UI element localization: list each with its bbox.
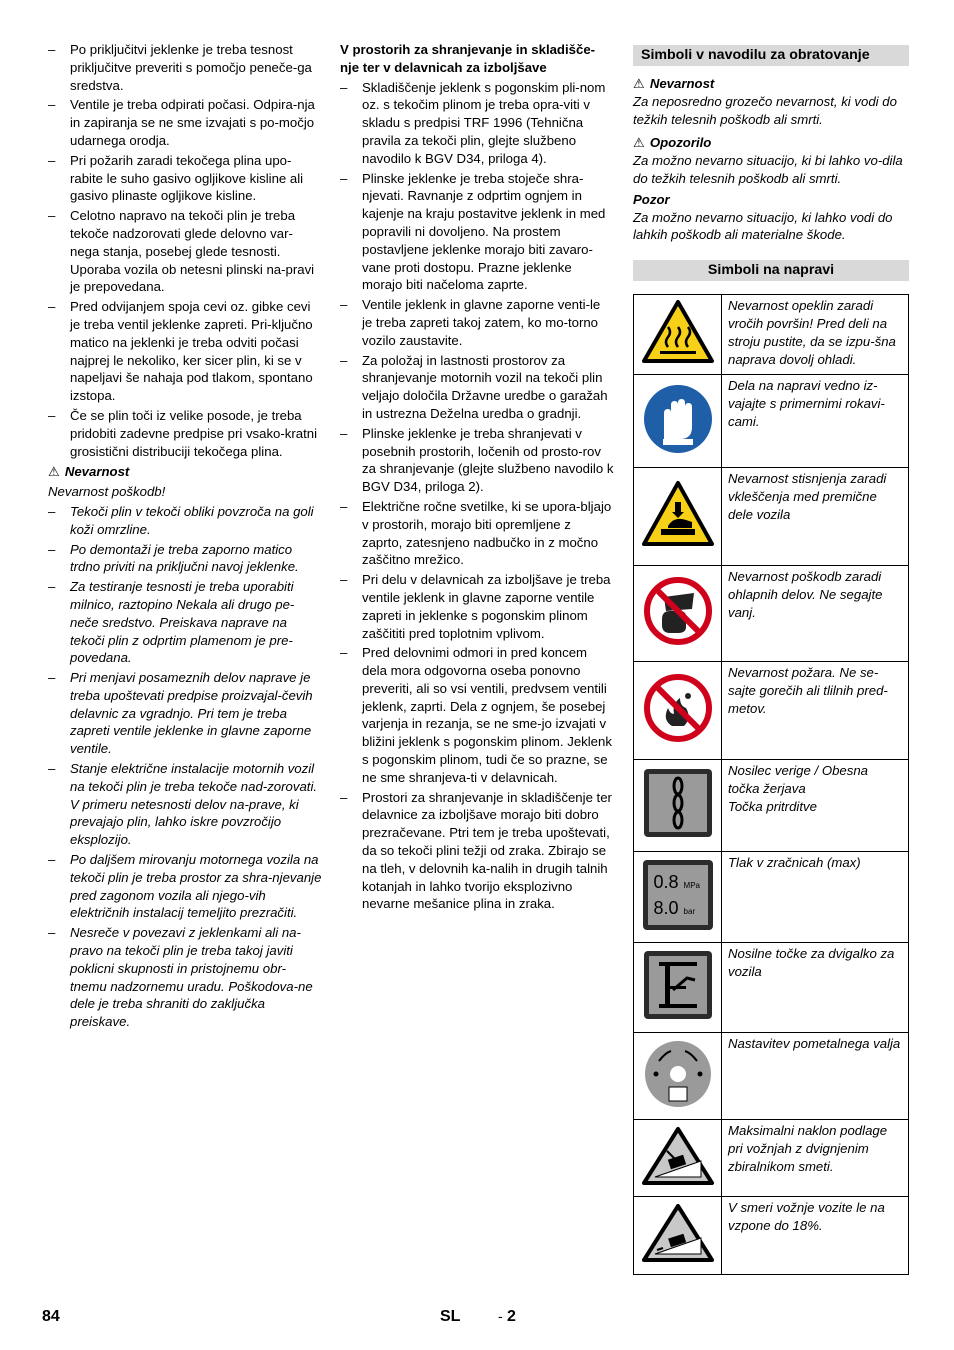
- list-item: – Pred odvijanjem spoja cevi oz. gibke cevi je treba ventil jeklenke zapreti. Pri-ključno matico na jeklenki je treba odviti počasi najprej le nekoliko, ker sicer plin, ki se v napeljavi še nahaja pod tlakom, spontano izstopa.: [48, 298, 322, 405]
- list-item: – Plinske jeklenke je treba shranjevati v posebnih prostorih, ločenih od prosto-rov za shranjevanje (glejte službeno navodilo k BGV D34, priloga 2).: [340, 425, 614, 496]
- storage-heading: V prostorih za shranjevanje in skladišče-nje ter v delavnicah za izboljšave: [340, 42, 596, 75]
- symbol-description: V smeri vožnje vozite le na vzpone do 18%.: [722, 1197, 909, 1275]
- section-title-device-symbols: Simboli na napravi: [633, 260, 909, 281]
- list-item: – Po priključitvi jeklenke je treba tesnost priključitve preveriti s pomočjo peneče-ga sredstva.: [48, 41, 322, 94]
- no-touch-flaps-icon: [642, 575, 714, 647]
- list-item: – Pri požarih zaradi tekočega plina upo-rabite le suho gasivo ogljikove kisline ali gasivo plinaste ogljikove kisline.: [48, 152, 322, 205]
- table-row: [634, 1120, 909, 1197]
- list-item: – Električne ročne svetilke, ki se upora-bljajo v prostorih, morajo biti opremljene z zaprto, zatesnjeno nadbučko in z močno zaščitno mrežico.: [340, 498, 614, 569]
- table-row: [634, 295, 909, 375]
- list-item: – Ventile jeklenk in glavne zaporne venti-le je treba zapreti takoj zatem, ko mo-torno vozilo zaustavite.: [340, 296, 614, 349]
- table-row: [634, 468, 909, 566]
- column-left: [48, 41, 322, 1033]
- warning-triangle-icon: ⚠: [48, 464, 60, 480]
- list-item: – Tekoči plin v tekoči obliki povzroča na goli koži omrzline.: [48, 503, 322, 539]
- list-storage: [340, 79, 614, 914]
- table-row: [634, 662, 909, 760]
- symbol-description: Nevarnost požara. Ne se-sajte gorečih ali tlilnih pred-metov.: [722, 662, 909, 760]
- symbol-description: Maksimalni naklon podlage pri vožnjah z dvignjenim zbiralnikom smeti.: [722, 1120, 909, 1197]
- slope-18-icon: [641, 1202, 715, 1264]
- table-row: [634, 1033, 909, 1120]
- crush-hazard-icon: [641, 480, 715, 548]
- symbol-description: Nosilec verige / Obesna točka žerjava Točka pritrditve: [722, 760, 909, 852]
- list-item: – Prostori za shranjevanje in skladiščenje ter delavnice za izboljšave morajo biti dobro prezračevane. Ptri tem je treba upoštevati, da so tekoči plini težji od zraka. Zbirajo se na tleh, v delovnih ka-nalih in drugih talnih kotanjah in lahko tvorijo eksplozivno nevarne mešanice plina in zraka.: [340, 789, 614, 914]
- table-row: [634, 566, 909, 662]
- list-warning-items: [48, 503, 322, 1031]
- list-safety-top: [48, 41, 322, 460]
- page-number: 84: [42, 1308, 60, 1325]
- def-danger: ⚠ Nevarnost Za neposredno grozečo nevarnost, ki vodi do težkih telesnih poškodb ali smrti.: [633, 76, 897, 127]
- list-item: – Za položaj in lastnosti prostorov za shranjevanje motornih vozil na tekoči plin veljajo določila Državne uredbe o garažah in ustrezna Deželna uredba o gradnji.: [340, 352, 614, 423]
- symbol-description: Nastavitev pometalnega valja: [722, 1033, 909, 1120]
- chain-lifting-point-icon: [643, 768, 713, 838]
- list-item: – Po daljšem mirovanju motornega vozila na tekoči plin je treba prostor za shra-njevanje pred zagonom vozila ali njego-vih električnih instalacij temeljito prezračiti.: [48, 851, 322, 922]
- list-item: – Pred delovnimi odmori in pred koncem dela mora odgovorna oseba ponovno preveriti, ali so vsi ventili, predvsem ventili jeklenk, zaprti. Dela z ognjem, še posebej varjenja in rezanja, se ne sme-jo izvajati v bližini jeklenk s pogonskim plinom. Jeklenk s pogonskim plinom, tudi če so prazne, se ne sme shranjeva-ti v delavnicah.: [340, 644, 614, 786]
- section-title-manual-symbols: Simboli v navodilu za obratovanje: [633, 45, 909, 66]
- hot-surface-warning-icon: [641, 299, 715, 365]
- protective-gloves-icon: [642, 383, 714, 455]
- list-item: – Po demontaži je treba zaporno matico trdno priviti na priključni navoj jeklenke.: [48, 541, 322, 577]
- warning-triangle-icon: ⚠: [633, 76, 645, 91]
- symbol-description: Nosilne točke za dvigalko za vozila: [722, 943, 909, 1033]
- list-item: – Ventile je treba odpirati počasi. Odpira-nja in zapiranja se ne sme izvajati s po-močjo udarnega orodja.: [48, 96, 322, 149]
- list-item: – Pri delu v delavnicah za izboljšave je treba ventile jeklenk in glavne zaporne ventile zapreti in jeklenke s pogonskim plinom zaščititi pred toplotnim vplivom.: [340, 571, 614, 642]
- list-item: – Stanje električne instalacije motornih vozil na tekoči plin je treba tekoče nad-zorovati. V primeru netesnosti delov na-prave, ki prevajajo plin, lahko iskre povzročijo eksplozijo.: [48, 760, 322, 849]
- symbol-description: Nevarnost opeklin zaradi vročih površin! Pred deli na stroju pustite, da se izpu-šna naprava dovolj ohladi.: [722, 295, 909, 375]
- symbol-description: Dela na napravi vedno iz-vajajte s primernimi rokavi-cami.: [722, 375, 909, 468]
- table-row: [634, 1197, 909, 1275]
- def-warning: ⚠ Opozorilo Za možno nevarno situacijo, ki bi lahko vo-dila do težkih telesnih poškodb ali smrti.: [633, 135, 903, 186]
- table-row: [634, 375, 909, 468]
- table-row: [634, 852, 909, 943]
- column-right: [633, 45, 909, 1275]
- jack-point-icon: [643, 950, 713, 1020]
- no-flammable-icon: [642, 672, 714, 744]
- list-item: – Za testiranje tesnosti je treba uporabiti milnico, raztopino Nekala ali drugo pe-neče sredstvo. Preiskava naprave na tekoči plin z odprtim plamenom je pre-povedana.: [48, 578, 322, 667]
- warning-triangle-icon: ⚠: [633, 135, 645, 151]
- symbols-table: [633, 294, 909, 1275]
- list-item: – Nesreče v povezavi z jeklenkami ali na-pravo na tekoči plin je treba takoj javiti poklicni skupnosti in pristojnemu obr-tnemu nadzornemu uradu. Poškodova-ne dele je treba shraniti do zaključka preiskave.: [48, 924, 322, 1031]
- footer-dash: -: [498, 1308, 503, 1324]
- list-item: – Če se plin toči iz velike posode, je treba pridobiti zadevne predpise pri vsako-kratni grosistični distribuciji tekočega plina.: [48, 407, 322, 460]
- tyre-pressure-icon: 0.8 MPa 8.0 bar: [643, 860, 713, 930]
- table-row: [634, 943, 909, 1033]
- list-item: – Pri menjavi posameznih delov naprave je treba upoštevati predpise proizvajal-čevih delavnic za vgradnjo. Pri tem je treba zapreti ventile jeklenke in glavne zaporne ventile.: [48, 669, 322, 758]
- roller-adjust-icon: [643, 1039, 713, 1109]
- column-middle: [340, 41, 614, 915]
- symbol-description: Tlak v zračnicah (max): [722, 852, 909, 943]
- table-row: [634, 760, 909, 852]
- list-item: – Celotno napravo na tekoči plin je treba tekoče nadzorovati glede delovno var-nega stanja, posebej glede tesnosti. Uporaba vozila ob netesni plinski na-pravi je prepovedana.: [48, 207, 322, 296]
- symbol-description: Nevarnost poškodb zaradi ohlapnih delov. Ne segajte vanj.: [722, 566, 909, 662]
- warning-intro: Nevarnost poškodb!: [48, 484, 166, 500]
- symbol-description: Nevarnost stisnjenja zaradi vkleščenja med premične dele vozila: [722, 468, 909, 566]
- list-item: – Skladiščenje jeklenk s pogonskim pli-nom oz. s tekočim plinom je treba opra-viti v skladu s predpisi TRF 1996 (Tehnična pravila za tekoči plin, glejte službeno navodilo k BGV D34, priloga 4).: [340, 79, 614, 168]
- def-caution: Pozor Za možno nevarno situacijo, ki lahko vodi do lahkih poškodb ali materialne škode.: [633, 191, 893, 243]
- warning-heading: ⚠ Nevarnost: [48, 464, 130, 480]
- list-item: – Plinske jeklenke je treba stoječe shra-njevati. Ravnanje z odprtim ognjem in kajenje na kraju postavitve jeklenk in med popravili ni dovoljeno. Na prostem postavljene jeklenke morajo biti zavaro-vane proti dostopu. Prazne jeklenke morajo biti načeloma zaprte.: [340, 170, 614, 295]
- max-slope-lifted-icon: [641, 1125, 715, 1187]
- language-code: SL: [440, 1308, 461, 1325]
- footer-section-number: 2: [507, 1308, 516, 1325]
